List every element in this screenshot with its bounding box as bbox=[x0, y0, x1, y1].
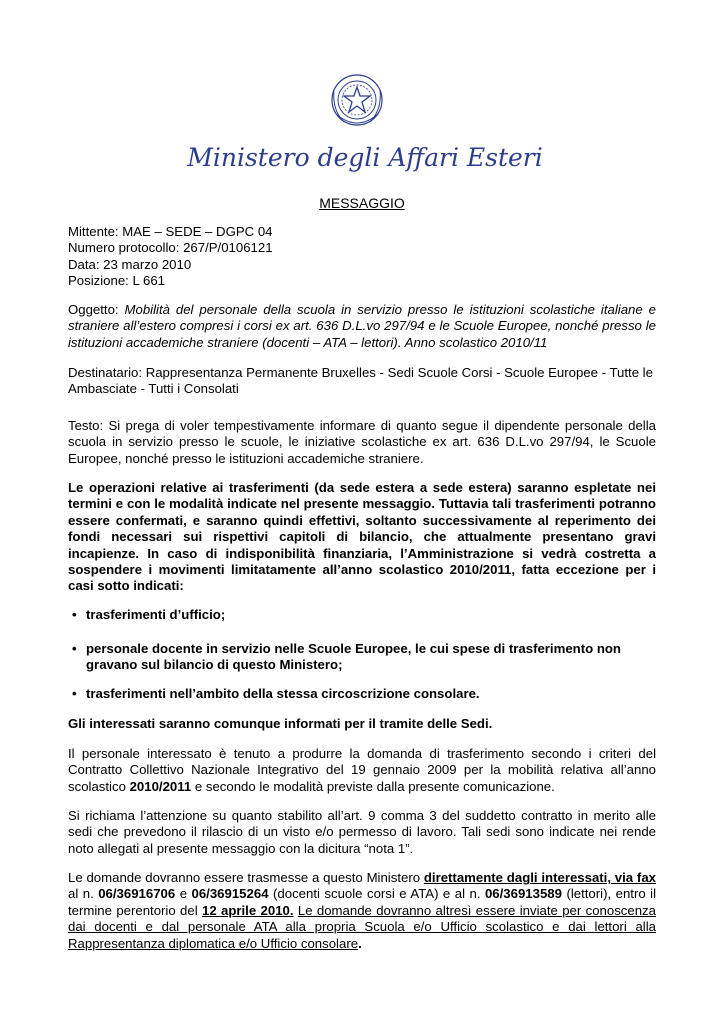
republic-emblem bbox=[330, 70, 384, 132]
domande-end: . bbox=[358, 935, 362, 951]
logotype-text: Ministero degli Affari Esteri bbox=[187, 143, 543, 172]
list-item-text: personale docente in servizio nelle Scuole Europee, le cui spese di trasferimento non gravano sul bilancio di questo Ministero; bbox=[86, 641, 621, 673]
testo-paragraph: Testo: Si prega di voler tempestivamente informare di quanto segue il dipendente personale della scuola in servizio presso le scuole, le iniziative scolastiche ex art. 636 D.L.vo 297/94, le Scuole Europee, nonché presso le istituzioni accademiche straniere. bbox=[68, 418, 656, 466]
domande-paragraph bbox=[68, 870, 656, 952]
list-item bbox=[68, 686, 656, 702]
destinatario-paragraph: Destinatario: Rappresentanza Permanente Bruxelles - Sedi Scuole Corsi - Scuole Europee - Tutte le Ambasciate - Tutti i Consolati bbox=[68, 365, 653, 397]
domande-text: (docenti scuole corsi e ATA) e al n. bbox=[268, 886, 485, 902]
list-item bbox=[68, 607, 656, 623]
fax-number-2: 06/36915264 bbox=[191, 886, 269, 902]
domande-text: Le domande dovranno essere trasmesse a questo Ministero bbox=[68, 870, 424, 885]
oggetto-text: Mobilità del personale della scuola in servizio presso le istituzioni scolastiche italiane e straniere all’estero compresi i corsi ex art. 636 D.L.vo 297/94 e le Scuole Europee, nonché presso le istituzioni accademiche straniere (docenti – ATA – lettori). Anno scolastico 2010/11 bbox=[68, 302, 656, 350]
domande-text: al n. bbox=[68, 886, 99, 902]
list-item-text: trasferimenti nell’ambito della stessa circoscrizione consolare. bbox=[86, 686, 480, 701]
posizione-line: Posizione: L 661 bbox=[68, 273, 166, 289]
school-year: 2010/2011 bbox=[129, 778, 192, 794]
direct-fax-note: direttamente dagli interessati, via fax bbox=[423, 870, 656, 885]
data-line: Data: 23 marzo 2010 bbox=[68, 256, 192, 272]
deadline-date: 12 aprile 2010. bbox=[201, 902, 294, 918]
richiama-paragraph: Si richiama l’attenzione su quanto stabilito all’art. 9 comma 3 del suddetto contratto in merito alle sedi che prevedono il rilascio di un visto e/o permesso di lavoro. Tali sedi sono indicate nei rende noto allegati al presente messaggio con la dicitura “nota 1”. bbox=[68, 808, 656, 856]
trasferimenti-paragraph: Le operazioni relative ai trasferimenti (da sede estera a sede estera) saranno espletate nei termini e con le modalità indicate nel presente messaggio. Tuttavia tali trasferimenti potranno essere confermati, e saranno quindi effettivi, soltanto successivamente al reperimento dei fondi necessari sui rispettivi capitoli di bilancio, che attualmente presentano gravi incapienze. In caso di indisponibilità finanziaria, l’Amministrazione si vedrà costretta a sospendere i movimenti limitatamente all’anno scolastico 2010/2011, fatta eccezione per i casi sotto indicati: bbox=[68, 480, 656, 594]
bullet-icon: • bbox=[72, 607, 77, 622]
informati-paragraph: Gli interessati saranno comunque informati per il tramite delle Sedi. bbox=[68, 716, 493, 731]
personale-paragraph bbox=[68, 746, 656, 795]
bullet-icon: • bbox=[72, 641, 77, 656]
mittente-line: Mittente: MAE – SEDE – DGPC 04 bbox=[68, 224, 273, 239]
domande-text: (lettori), entro il termine perentorio del bbox=[68, 886, 656, 918]
exception-list bbox=[68, 607, 656, 623]
ministry-logotype bbox=[187, 134, 543, 180]
list-item bbox=[68, 641, 656, 674]
sender-meta bbox=[68, 224, 656, 290]
exception-list bbox=[68, 641, 656, 674]
bullet-icon: • bbox=[72, 686, 77, 701]
exception-list bbox=[68, 686, 656, 702]
personale-tail: e secondo le modalità previste dalla presente comunicazione. bbox=[191, 778, 555, 794]
domande-tail: Le domande dovranno altresì essere inviate per conoscenza dai docenti e dal personale ATA alla propria Scuola e/o Ufficio scolastico e dai lettori alla Rappresentanza diplomatica e/o Ufficio consolare bbox=[68, 902, 656, 951]
protocollo-line: Numero protocollo: 267/P/0106121 bbox=[68, 240, 273, 256]
fax-number-3: 06/36913589 bbox=[484, 886, 562, 902]
oggetto-paragraph bbox=[68, 302, 656, 351]
oggetto-label: Oggetto: bbox=[68, 302, 125, 317]
domande-text: e bbox=[175, 886, 192, 902]
page-title: MESSAGGIO bbox=[319, 195, 405, 211]
fax-number-1: 06/36916706 bbox=[98, 886, 176, 902]
personale-text: Il personale interessato è tenuto a produrre la domanda di trasferimento secondo i criteri del Contratto Collettivo Nazionale Integrativo del 19 gennaio 2009 per la mobilità relativa all’anno scolastico bbox=[68, 746, 656, 794]
list-item-text: trasferimenti d’ufficio; bbox=[86, 607, 226, 622]
